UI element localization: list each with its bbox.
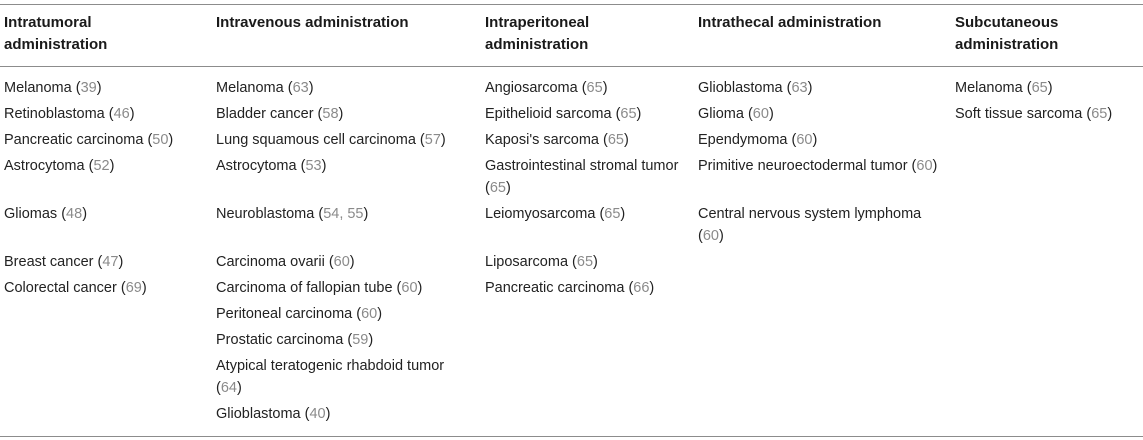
table-cell: Soft tissue sarcoma (65) — [955, 106, 1113, 122]
header-intrathecal: Intrathecal administration — [698, 14, 882, 31]
table-cell: Glioblastoma (40) — [216, 406, 331, 422]
table-cell: Carcinoma ovarii (60) — [216, 254, 355, 270]
table-cell: Astrocytoma (52) — [4, 158, 115, 174]
table-cell: Melanoma (39) — [4, 80, 102, 96]
header-intraperitoneal: Intraperitoneal administration — [485, 14, 590, 53]
table-bottom-rule — [0, 436, 1143, 437]
table-cell: Leiomyosarcoma (65) — [485, 206, 626, 222]
header-subcutaneous: Subcutaneous administration — [955, 14, 1059, 53]
table-cell: Retinoblastoma (46) — [4, 106, 135, 122]
table-cell: Gliomas (48) — [4, 206, 88, 222]
table-cell: Melanoma (63) — [216, 80, 314, 96]
table-cell: Carcinoma of fallopian tube (60) — [216, 280, 423, 296]
table-top-rule — [0, 4, 1143, 5]
table-cell: Neuroblastoma (54, 55) — [216, 206, 369, 222]
table-cell: Bladder cancer (58) — [216, 106, 344, 122]
table-cell: Breast cancer (47) — [4, 254, 124, 270]
table-cell: Gastrointestinal stromal tumor (65) — [485, 158, 679, 196]
header-rule — [0, 66, 1143, 67]
table-cell: Epithelioid sarcoma (65) — [485, 106, 642, 122]
header-intravenous: Intravenous administration — [216, 14, 409, 31]
table-cell: Peritoneal carcinoma (60) — [216, 306, 383, 322]
table-cell: Colorectal cancer (69) — [4, 280, 147, 296]
table-cell: Glioma (60) — [698, 106, 774, 122]
table-cell: Atypical teratogenic rhabdoid tumor (64) — [216, 358, 445, 396]
table-cell: Pancreatic carcinoma (66) — [485, 280, 655, 296]
table-cell: Astrocytoma (53) — [216, 158, 327, 174]
header-intratumoral: Intratumoral administration — [4, 14, 108, 53]
table-cell: Lung squamous cell carcinoma (57) — [216, 132, 446, 148]
table-cell: Liposarcoma (65) — [485, 254, 598, 270]
table-cell: Prostatic carcinoma (59) — [216, 332, 374, 348]
table-cell: Melanoma (65) — [955, 80, 1053, 96]
table-cell: Angiosarcoma (65) — [485, 80, 608, 96]
table-cell: Pancreatic carcinoma (50) — [4, 132, 174, 148]
table-cell: Central nervous system lymphoma (60) — [698, 206, 922, 244]
table-cell: Primitive neuroectodermal tumor (60) — [698, 158, 938, 174]
table-cell: Ependymoma (60) — [698, 132, 818, 148]
table-cell: Kaposi's sarcoma (65) — [485, 132, 629, 148]
table-cell: Glioblastoma (63) — [698, 80, 813, 96]
